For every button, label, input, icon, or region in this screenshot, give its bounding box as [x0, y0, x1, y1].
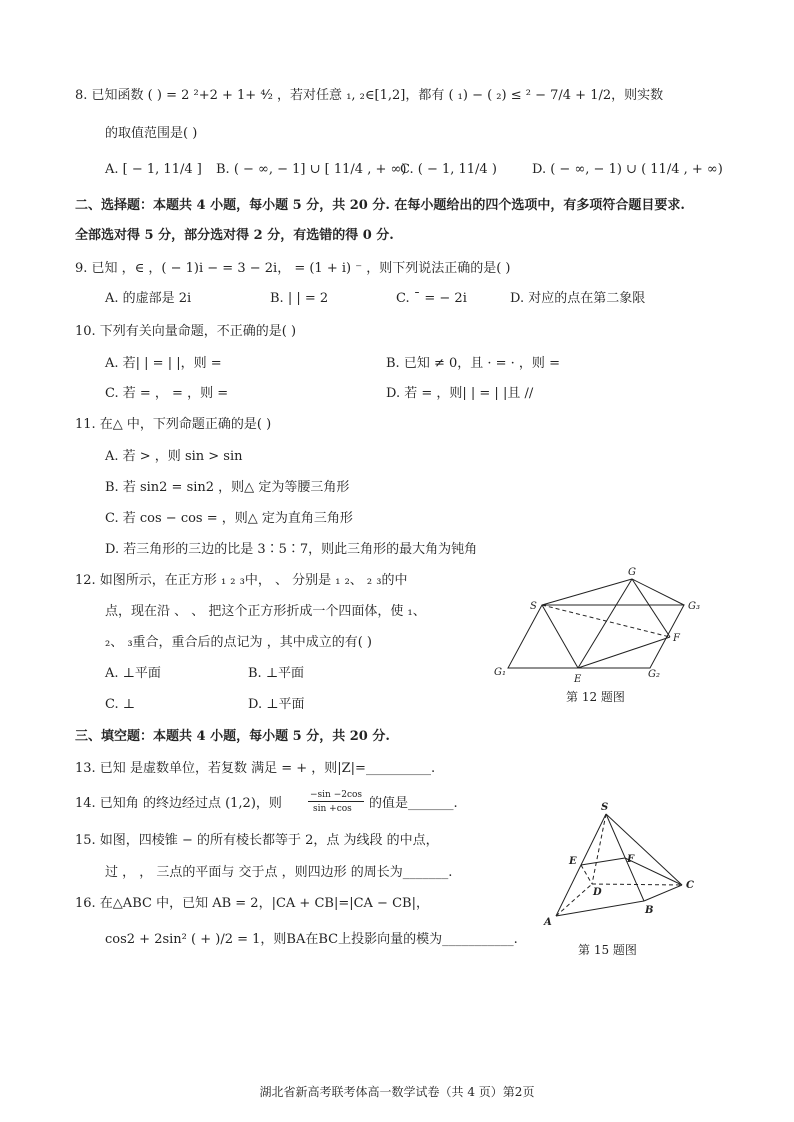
- section3-heading: 三、填空题：本题共 4 小题，每小题 5 分，共 20 分.: [75, 729, 390, 744]
- q8-line1: 8. 已知函数 ( ) = 2 ²+2 + 1+ ⁴⁄₂ ，若对任意 ₁, ₂∈[1,2]，都有 ( ₁) − ( ₂) ≤ ² − 7/4 + 1/2，则实数: [75, 88, 664, 103]
- q15-label-s: S: [601, 802, 609, 813]
- q15-label-a: A: [544, 917, 552, 928]
- q15-dashed-sd: [592, 814, 606, 884]
- q8-option-c: C. ( − 1, 11/4 ): [400, 162, 497, 177]
- q8-line2: 的取值范围是( ): [105, 126, 198, 141]
- q11-stem: 11. 在△ 中，下列命题正确的是( ): [75, 417, 272, 432]
- q15-line2: 过 ， ， 三点的平面与 交于点 ，则四边形 的周长为_______.: [105, 865, 453, 880]
- q14-text-pre: 14. 已知角 的终边经过点 (1,2)，则: [75, 796, 282, 811]
- q15-label-b: B: [645, 905, 654, 916]
- q12-edge-ef: [578, 637, 670, 668]
- q15-dashed-dc: [592, 884, 682, 885]
- q11-option-d: D. 若三角形的三边的比是 3∶5∶7，则此三角形的最大角为钝角: [105, 542, 478, 557]
- q15-label-d: D: [593, 887, 602, 898]
- q10-option-b: B. 已知 ≠ 0，且 · = · ，则 =: [386, 356, 560, 371]
- q8-option-b: B. ( − ∞, − 1] ∪ [ 11/4 , + ∞): [216, 162, 407, 177]
- q15-label-e: E: [569, 856, 577, 867]
- q10-option-a: A. 若| | = | |，则 =: [105, 356, 222, 371]
- q12-edge-gg3: [632, 579, 684, 605]
- q12-label-f: F: [673, 633, 680, 644]
- section2-heading-line1: 二、选择题：本题共 4 小题，每小题 5 分，共 20 分. 在每小题给出的四个选项中，有多项符合题目要求.: [75, 198, 685, 213]
- q15-dashed-ed: [581, 865, 592, 884]
- q15-figure: [538, 798, 698, 938]
- q12-option-d: D. ⊥平面: [248, 697, 305, 712]
- q12-option-a: A. ⊥平面: [105, 666, 161, 681]
- q12-edge-gf: [632, 579, 670, 637]
- section2-heading-line2: 全部选对得 5 分，部分选对得 2 分，有选错的得 0 分.: [75, 228, 394, 243]
- q14-fraction-denominator: sin +cos: [313, 804, 352, 814]
- q14-text-post: 的值是_______.: [369, 796, 458, 811]
- q12-label-g2: G₂: [648, 669, 660, 680]
- q12-option-b: B. ⊥平面: [248, 666, 305, 681]
- q15-edge-ef: [581, 858, 625, 865]
- q15-figure-caption: 第 15 题图: [578, 943, 637, 957]
- q12-dashed-sf: [542, 605, 670, 637]
- q12-square-outline: [508, 605, 684, 668]
- q12-label-s: S: [530, 601, 537, 612]
- q12-figure-caption: 第 12 题图: [566, 690, 625, 704]
- q12-line2: 点，现在沿 、 、 把这个正方形折成一个四面体，使 ₁、: [105, 604, 426, 619]
- q14-fraction-numerator: −sin −2cos: [310, 790, 363, 800]
- q9-option-c: C. ¯ = − 2i: [396, 291, 467, 306]
- q11-option-a: A. 若 > ，则 sin > sin: [105, 449, 243, 464]
- q12-label-g1: G₁: [494, 667, 506, 678]
- q15-label-c: C: [686, 880, 694, 891]
- q15-line1: 15. 如图，四棱锥 − 的所有棱长都等于 2，点 为线段 的中点，: [75, 833, 439, 848]
- q12-label-g3: G₃: [688, 601, 700, 612]
- q16-line1: 16. 在△ABC 中，已知 AB = 2，|CA + CB|=|CA − CB|，: [75, 896, 429, 911]
- q16-line2: cos2 + 2sin² ( + )/2 = 1，则BA在BC上投影向量的模为___________.: [105, 932, 518, 947]
- q8-option-d: D. ( − ∞, − 1) ∪ ( 11/4 , + ∞): [532, 162, 723, 177]
- q9-option-d: D. 对应的点在第二象限: [510, 291, 646, 306]
- q10-option-c: C. 若 = ， = ，则 =: [105, 386, 229, 401]
- q9-option-a: A. 的虚部是 2i: [105, 291, 192, 306]
- q9-option-b: B. | | = 2: [270, 291, 329, 306]
- page-footer: 湖北省新高考联考体高一数学试卷（共 4 页）第2页: [259, 1085, 535, 1099]
- q15-edge-ab: [556, 901, 644, 916]
- q15-edge-sb: [606, 814, 644, 901]
- q11-option-c: C. 若 cos − cos = ，则△ 定为直角三角形: [105, 511, 353, 526]
- q15-edge-bc: [644, 885, 682, 901]
- q12-option-c: C. ⊥: [105, 697, 135, 712]
- q12-edge-se: [542, 605, 578, 668]
- q12-line3: ₂、 ₃重合，重合后的点记为 ，其中成立的有( ): [105, 635, 372, 650]
- q13-text: 13. 已知 是虚数单位，若复数 满足 = + ，则|Z|=__________.: [75, 761, 436, 776]
- q12-label-g: G: [628, 567, 636, 578]
- q10-stem: 10. 下列有关向量命题，不正确的是( ): [75, 324, 297, 339]
- q8-option-a: A. [ − 1, 11/4 ]: [105, 162, 202, 177]
- q12-label-e: E: [574, 674, 582, 685]
- q15-edge-sc: [606, 814, 682, 885]
- q9-stem: 9. 已知 ，∈ ，( − 1)i − = 3 − 2i， = (1 + i) ⁻ ，则下列说法正确的是( ): [75, 261, 511, 276]
- q15-label-f: F: [627, 854, 635, 865]
- q10-option-d: D. 若 = ，则| | = | |且 //: [386, 386, 534, 401]
- q12-line1: 12. 如图所示，在正方形 ₁ ₂ ₃中， 、 分别是 ₁ ₂、 ₂ ₃的中: [75, 573, 408, 588]
- q11-option-b: B. 若 sin2 = sin2 ，则△ 定为等腰三角形: [105, 480, 350, 495]
- q12-figure: [492, 565, 712, 685]
